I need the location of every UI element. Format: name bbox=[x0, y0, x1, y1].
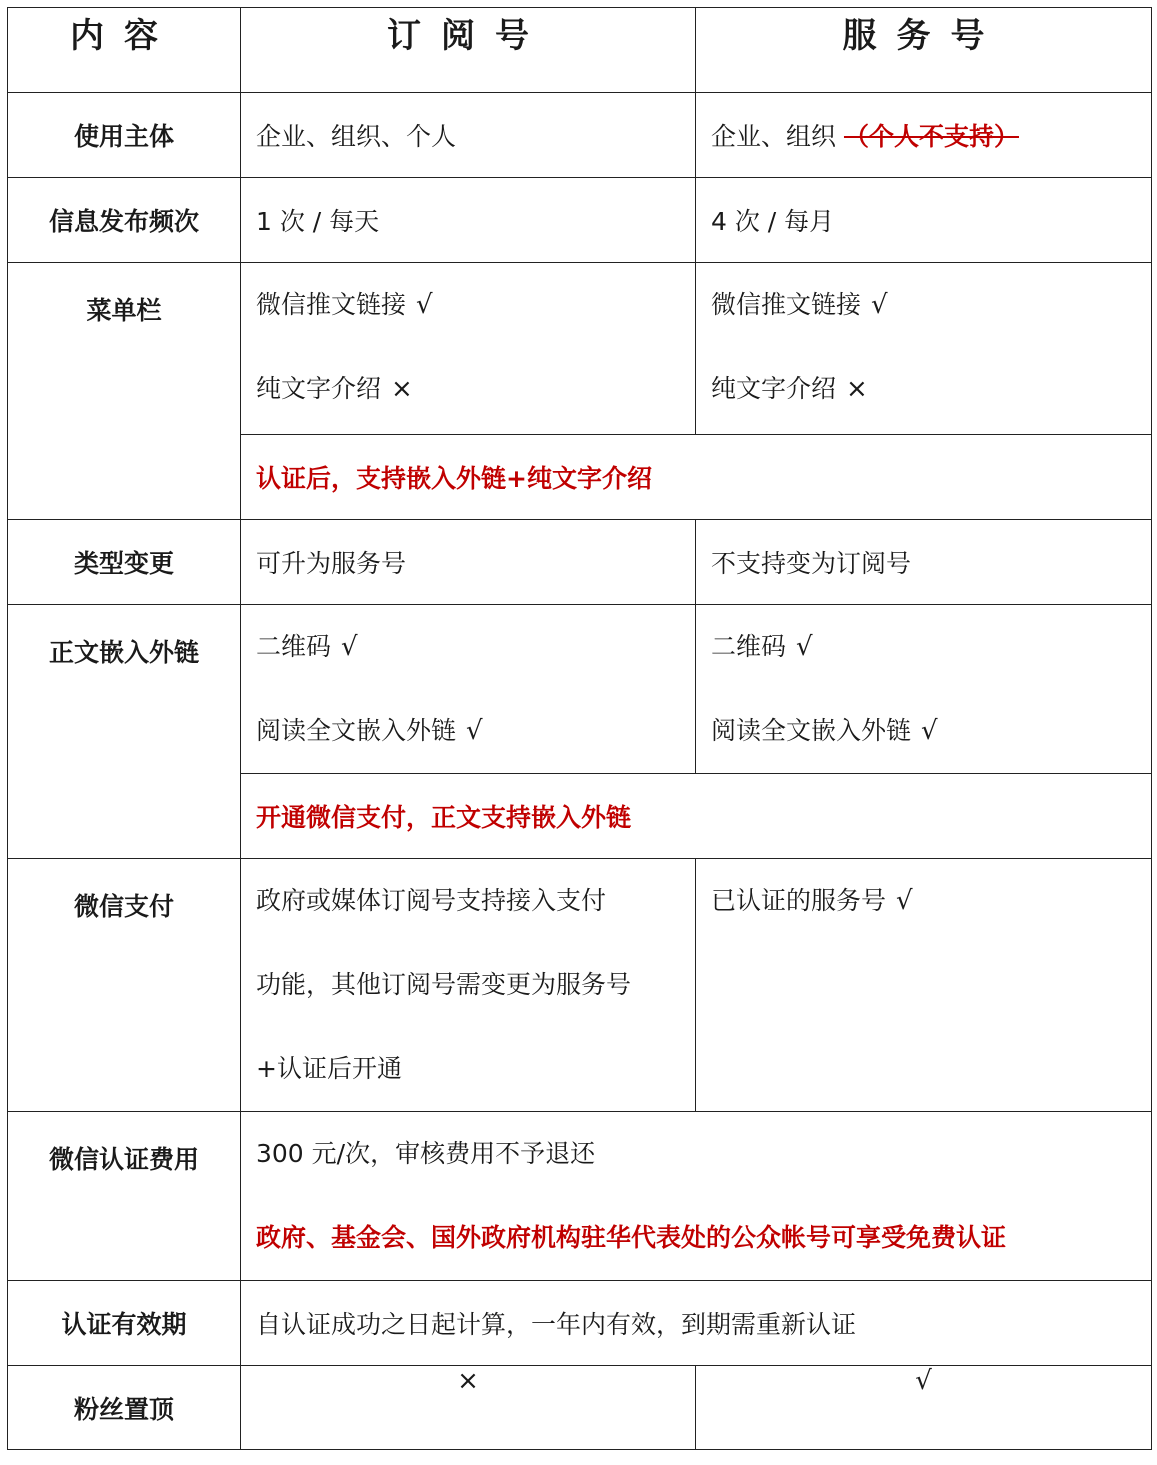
subscription-cell bbox=[241, 93, 696, 178]
service-value: 企业、组织 bbox=[711, 122, 837, 151]
check-icon: √ bbox=[416, 290, 433, 320]
cross-icon: × bbox=[846, 374, 868, 404]
text-line: 300 元/次，审核费用不予退还 bbox=[256, 1139, 596, 1168]
cert-validity-value: 自认证成功之日起计算，一年内有效，到期需重新认证 bbox=[241, 1281, 1152, 1366]
item-text: 纯文字介绍 bbox=[711, 374, 837, 403]
row-label: 正文嵌入外链 bbox=[8, 605, 241, 859]
row-type-change bbox=[8, 520, 1152, 605]
row-label: 微信认证费用 bbox=[8, 1112, 241, 1281]
cross-icon: × bbox=[241, 1366, 696, 1450]
check-icon: √ bbox=[796, 632, 813, 662]
list-item bbox=[256, 347, 695, 431]
subscription-cell bbox=[241, 859, 696, 1112]
cross-icon: × bbox=[391, 374, 413, 404]
check-icon: √ bbox=[341, 632, 358, 662]
row-label: 信息发布频次 bbox=[8, 178, 241, 263]
service-value: 不支持变为订阅号 bbox=[696, 520, 1152, 605]
item-text: 阅读全文嵌入外链 bbox=[711, 716, 912, 745]
list-item bbox=[256, 689, 695, 773]
header-service: 服务号 bbox=[696, 8, 1152, 93]
row-payment bbox=[8, 859, 1152, 1112]
header-content: 内容 bbox=[8, 8, 241, 93]
row-external-link bbox=[8, 605, 1152, 774]
list-item bbox=[256, 605, 695, 689]
service-strikethrough-note: （个人不支持） bbox=[843, 122, 1019, 151]
service-cell bbox=[696, 93, 1152, 178]
item-text: 微信推文链接 bbox=[256, 290, 407, 319]
row-label: 类型变更 bbox=[8, 520, 241, 605]
service-cell bbox=[696, 859, 1152, 1112]
row-label: 菜单栏 bbox=[8, 263, 241, 520]
row-subject bbox=[8, 93, 1152, 178]
text-line: 政府或媒体订阅号支持接入支付 bbox=[256, 886, 607, 915]
service-cell bbox=[696, 263, 1152, 435]
item-text: 已认证的服务号 bbox=[711, 886, 887, 915]
check-icon: √ bbox=[921, 716, 938, 746]
subscription-value: 1 次 / 每天 bbox=[241, 178, 696, 263]
text-line: 功能，其他订阅号需变更为服务号 bbox=[256, 970, 632, 999]
cert-fee-note: 政府、基金会、国外政府机构驻华代表处的公众帐号可享受免费认证 bbox=[256, 1223, 1007, 1252]
row-label: 认证有效期 bbox=[8, 1281, 241, 1366]
item-text: 二维码 bbox=[711, 632, 787, 661]
item-text: 微信推文链接 bbox=[711, 290, 862, 319]
service-cell bbox=[696, 605, 1152, 774]
list-item bbox=[256, 263, 695, 347]
list-item bbox=[711, 605, 1151, 689]
menu-note: 认证后，支持嵌入外链+纯文字介绍 bbox=[241, 435, 1152, 520]
external-link-note: 开通微信支付，正文支持嵌入外链 bbox=[241, 774, 1152, 859]
row-label: 使用主体 bbox=[8, 93, 241, 178]
header-subscription: 订阅号 bbox=[241, 8, 696, 93]
service-value: 4 次 / 每月 bbox=[696, 178, 1152, 263]
list-item bbox=[711, 347, 1151, 431]
check-icon: √ bbox=[896, 886, 913, 916]
comparison-table bbox=[7, 7, 1152, 1450]
header-row bbox=[8, 8, 1152, 93]
row-menu bbox=[8, 263, 1152, 435]
cert-fee-cell bbox=[241, 1112, 1152, 1281]
row-cert-fee bbox=[8, 1112, 1152, 1281]
row-cert-validity bbox=[8, 1281, 1152, 1366]
subscription-value: 企业、组织、个人 bbox=[256, 122, 457, 151]
row-label: 微信支付 bbox=[8, 859, 241, 1112]
text-line: +认证后开通 bbox=[256, 1054, 402, 1083]
list-item bbox=[711, 689, 1151, 773]
check-icon: √ bbox=[466, 716, 483, 746]
subscription-cell bbox=[241, 605, 696, 774]
subscription-cell bbox=[241, 263, 696, 435]
check-icon: √ bbox=[871, 290, 888, 320]
item-text: 纯文字介绍 bbox=[256, 374, 382, 403]
row-label: 粉丝置顶 bbox=[8, 1366, 241, 1450]
row-frequency bbox=[8, 178, 1152, 263]
list-item bbox=[711, 263, 1151, 347]
row-pin-fans bbox=[8, 1366, 1152, 1450]
list-item bbox=[711, 859, 1151, 943]
check-icon: √ bbox=[696, 1366, 1152, 1450]
item-text: 阅读全文嵌入外链 bbox=[256, 716, 457, 745]
subscription-value: 可升为服务号 bbox=[241, 520, 696, 605]
item-text: 二维码 bbox=[256, 632, 332, 661]
